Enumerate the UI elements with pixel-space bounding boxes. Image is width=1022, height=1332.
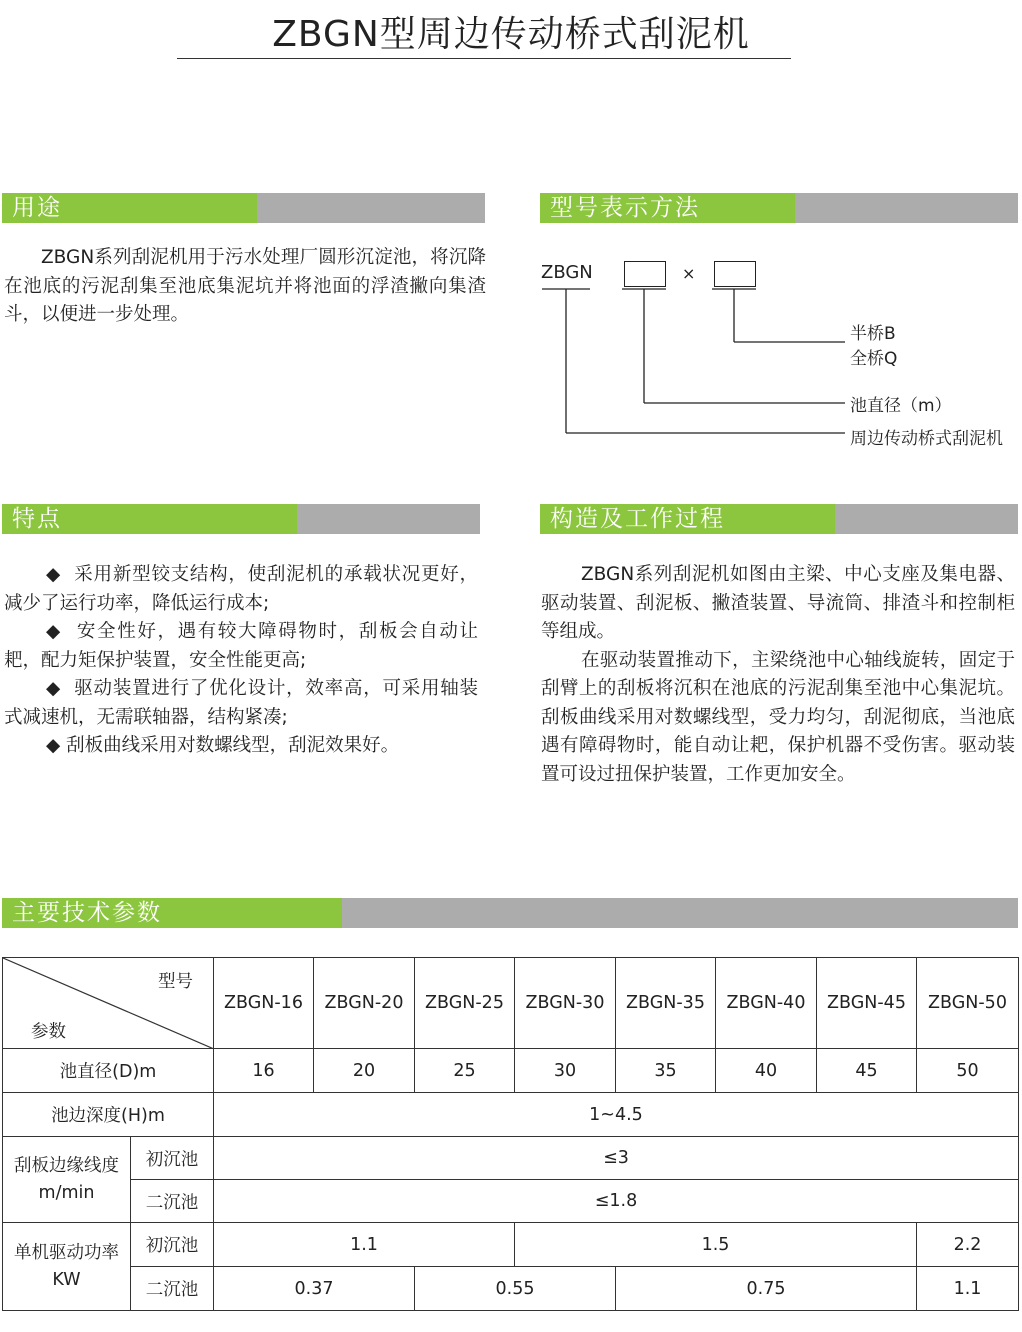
section-bar-specs <box>2 898 1018 928</box>
usage-text: ZBGN系列刮泥机用于污水处理厂圆形沉淀池，将沉降在池底的污泥刮集至池底集泥坑并将池面的浮渣撇向集渣斗，以便进一步处理。 <box>4 247 486 325</box>
table-cell: 40 <box>716 1049 817 1093</box>
table-cell: 1.1 <box>214 1223 515 1267</box>
row-label-drive-power <box>3 1223 131 1311</box>
bullet-diamond-icon: ◆ <box>46 678 61 699</box>
drive-power-label: 单机驱动功率 <box>14 1242 119 1263</box>
section-bar-structure <box>540 504 1018 534</box>
feature-item: ◆ 安全性好，遇有较大障碍物时，刮板会自动让耙，配力矩保护装置，安全性能更高; <box>4 621 479 671</box>
corner-label-param: 参数 <box>31 1022 66 1042</box>
model-header: ZBGN-35 <box>616 958 716 1049</box>
table-row <box>3 1049 1019 1093</box>
model-header: ZBGN-30 <box>515 958 616 1049</box>
bullet-diamond-icon: ◆ <box>46 735 61 756</box>
model-header: ZBGN-50 <box>917 958 1019 1049</box>
features-list <box>4 561 478 761</box>
table-cell: 20 <box>314 1049 415 1093</box>
table-row <box>3 1267 1019 1311</box>
model-header: ZBGN-25 <box>415 958 515 1049</box>
table-cell: 0.75 <box>616 1267 917 1311</box>
table-cell: 1~4.5 <box>214 1093 1019 1137</box>
table-row <box>3 1180 1019 1223</box>
row-label-scraper-speed <box>3 1137 131 1223</box>
bullet-diamond-icon: ◆ <box>46 564 61 585</box>
model-header: ZBGN-16 <box>214 958 314 1049</box>
table-row <box>3 1137 1019 1180</box>
row-label-diameter: 池直径(D)m <box>3 1049 214 1093</box>
feature-item: ◆ 驱动装置进行了优化设计，效率高，可采用轴装式减速机，无需联轴器，结构紧凑; <box>4 678 479 728</box>
table-cell: ≤3 <box>214 1137 1019 1180</box>
structure-text-block <box>541 561 1015 789</box>
code-prefix: ZBGN <box>541 262 593 283</box>
corner-label-model: 型号 <box>158 972 193 992</box>
legend-machine-name: 周边传动桥式刮泥机 <box>850 429 1003 449</box>
model-header: ZBGN-20 <box>314 958 415 1049</box>
legend-full-bridge: 全桥Q <box>850 349 898 369</box>
bullet-diamond-icon: ◆ <box>46 621 62 642</box>
scraper-speed-unit: m/min <box>38 1182 95 1203</box>
sub-label-primary: 初沉池 <box>131 1137 214 1180</box>
feature-item: ◆ 采用新型铰支结构，使刮泥机的承载状况更好，减少了运行功率，降低运行成本; <box>4 564 479 614</box>
model-header: ZBGN-45 <box>817 958 917 1049</box>
scraper-speed-label: 刮板边缘线度 <box>14 1155 119 1176</box>
sub-label-secondary: 二沉池 <box>131 1267 214 1311</box>
sub-label-secondary: 二沉池 <box>131 1180 214 1223</box>
table-corner-cell <box>3 958 214 1049</box>
section-heading-specs: 主要技术参数 <box>12 900 162 926</box>
table-row <box>3 1223 1019 1267</box>
feature-item: ◆ 刮板曲线采用对数螺线型，刮泥效果好。 <box>46 735 400 756</box>
table-cell: 2.2 <box>917 1223 1019 1267</box>
structure-paragraph-1: ZBGN系列刮泥机如图由主梁、中心支座及集电器、驱动装置、刮泥板、撇渣装置、导流筒、排渣斗和控制柜等组成。 <box>541 564 1015 642</box>
table-cell: 25 <box>415 1049 515 1093</box>
section-heading-structure: 构造及工作过程 <box>550 506 725 532</box>
table-cell: ≤1.8 <box>214 1180 1019 1223</box>
table-header-row <box>3 958 1019 1049</box>
table-cell: 30 <box>515 1049 616 1093</box>
section-heading-features: 特点 <box>12 506 62 532</box>
table-cell: 35 <box>616 1049 716 1093</box>
legend-half-bridge: 半桥B <box>850 324 896 344</box>
model-header: ZBGN-40 <box>716 958 817 1049</box>
table-cell: 1.1 <box>917 1267 1019 1311</box>
table-cell: 1.5 <box>515 1223 917 1267</box>
table-cell: 45 <box>817 1049 917 1093</box>
section-heading-usage: 用途 <box>12 195 62 221</box>
structure-paragraph-2: 在驱动装置推动下，主梁绕池中心轴线旋转，固定于刮臂上的刮板将沉积在池底的污泥刮集至池中心集泥坑。刮板曲线采用对数螺线型，受力均匀，刮泥彻底，当池底遇有障碍物时，能自动让耙，保护机器不受伤害。驱动装置可设过扭保护装置，工作更加安全。 <box>541 649 1015 785</box>
row-label-depth: 池边深度(H)m <box>3 1093 214 1137</box>
code-separator: × <box>682 264 696 283</box>
drive-power-unit: KW <box>52 1269 81 1290</box>
specs-table <box>2 957 1019 1311</box>
table-cell: 0.37 <box>214 1267 415 1311</box>
section-heading-model-notation: 型号表示方法 <box>550 195 700 221</box>
table-cell: 50 <box>917 1049 1019 1093</box>
table-row <box>3 1093 1019 1137</box>
section-bar-features <box>2 504 480 534</box>
table-cell: 16 <box>214 1049 314 1093</box>
table-cell: 0.55 <box>415 1267 616 1311</box>
page-title: ZBGN型周边传动桥式刮泥机 <box>272 14 750 55</box>
legend-diameter: 池直径（m） <box>850 396 952 416</box>
sub-label-primary: 初沉池 <box>131 1223 214 1267</box>
